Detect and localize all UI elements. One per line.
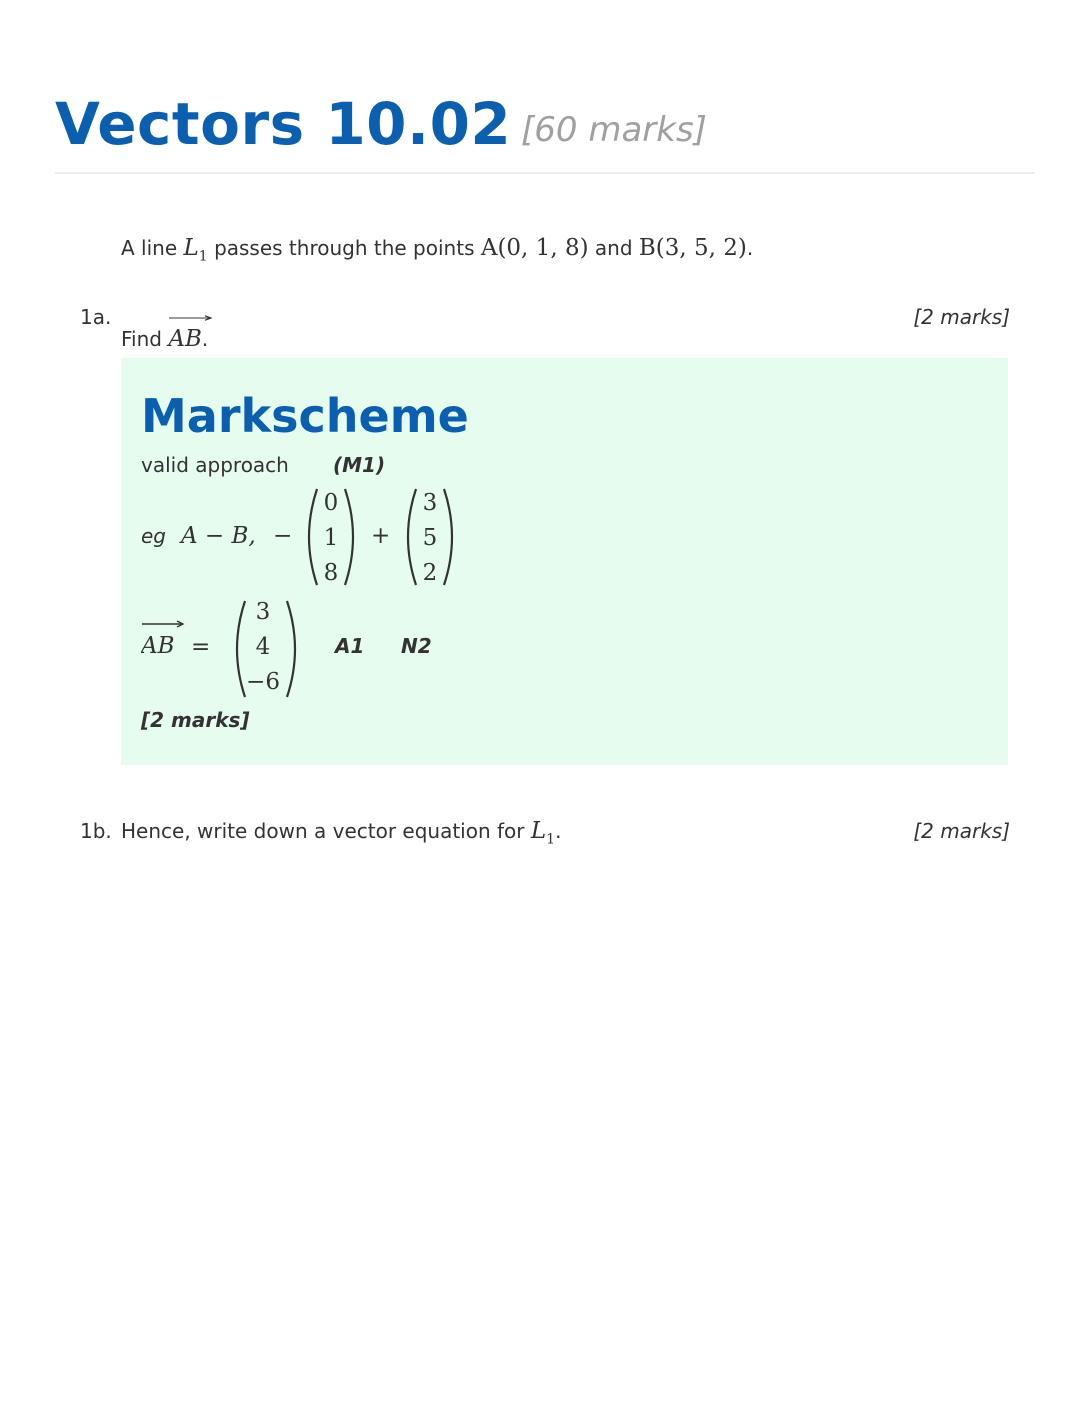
markscheme-example: [141, 486, 471, 588]
vector-a-entry: 0: [323, 490, 339, 516]
markscheme-title: Markscheme: [141, 389, 469, 443]
vector-b-entry: 2: [422, 560, 438, 586]
vector-arrow-icon: [168, 315, 214, 321]
stem-prefix: A line: [121, 236, 178, 260]
vector-a-entry: 8: [323, 560, 339, 586]
mark-m1: (M1): [333, 453, 386, 477]
eg-minus: −: [273, 523, 293, 549]
question-1b-marks: [2 marks]: [913, 819, 1010, 843]
result-entry: 3: [255, 599, 271, 625]
q1a-find: Find: [121, 327, 162, 351]
stem-middle: passes through the points: [214, 236, 475, 260]
line-name: $L_1$: [183, 235, 208, 265]
question-1a-text: [121, 315, 208, 357]
markscheme-total: [2 marks]: [141, 708, 250, 732]
left-paren-a: [309, 489, 317, 585]
total-marks: [60 marks]: [521, 110, 707, 150]
vector-b-entry: 3: [422, 490, 438, 516]
markscheme-approach: valid approach: [141, 453, 289, 477]
result-label: AB: [141, 633, 175, 659]
eg-expression: A − B,: [181, 523, 256, 549]
question-1a-marks: [2 marks]: [913, 305, 1010, 329]
stem-end: .: [746, 236, 754, 260]
vector-a-entry: 1: [323, 525, 339, 551]
right-paren-b: [444, 489, 452, 585]
document-header: [55, 88, 1035, 174]
right-paren-result: [287, 601, 295, 697]
result-equals: =: [191, 634, 211, 660]
q1a-end: .: [201, 327, 209, 351]
markscheme-result: [141, 598, 321, 700]
q1b-prompt: Hence, write down a vector equation for: [121, 819, 525, 843]
result-entry: 4: [255, 634, 271, 660]
stem-conj: and: [594, 236, 633, 260]
q1b-end: .: [555, 819, 562, 843]
question-1b-number: 1b.: [80, 819, 112, 843]
result-entry: −6: [246, 669, 280, 695]
point-b: B(3, 5, 2): [638, 235, 747, 261]
question-stem: [121, 230, 753, 275]
eg-plus: +: [371, 523, 391, 549]
right-paren-a: [345, 489, 353, 585]
eg-label: eg: [141, 524, 166, 548]
left-paren-result: [237, 601, 245, 697]
markscheme-box: [121, 358, 1008, 765]
point-a: A(0, 1, 8): [480, 235, 589, 261]
mark-a1: A1: [335, 634, 365, 658]
page-title: Vectors 10.02: [55, 90, 512, 158]
mark-n2: N2: [401, 634, 432, 658]
question-1b-text: [121, 813, 561, 858]
vector-ab: AB: [168, 315, 202, 357]
question-1a-number: 1a.: [80, 305, 112, 329]
left-paren-b: [408, 489, 416, 585]
q1b-line-name: $L_1$: [530, 818, 556, 848]
vector-b-entry: 5: [422, 525, 438, 551]
